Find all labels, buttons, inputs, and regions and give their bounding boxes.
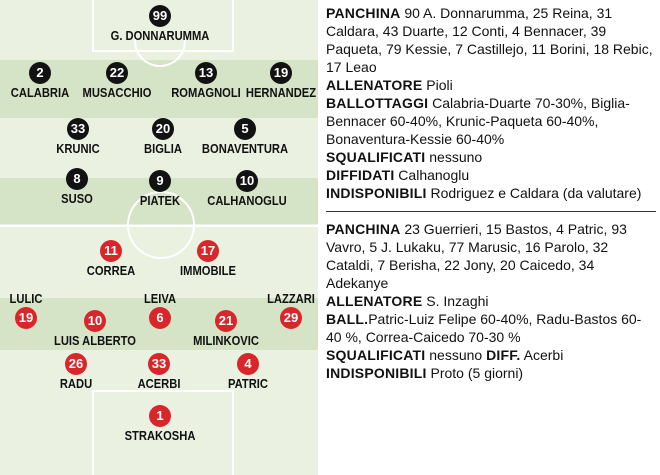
milan-diffidati — [326, 166, 656, 184]
lazio-player-patric — [183, 353, 313, 391]
value: Proto (5 giorni) — [426, 365, 524, 381]
milan-panchina — [326, 4, 656, 76]
shirt-number: 10 — [236, 170, 258, 192]
value: nessuno — [425, 347, 487, 363]
shirt-number: 17 — [197, 240, 219, 262]
lazio-player-milinkovic — [161, 310, 291, 348]
milan-info — [326, 4, 656, 202]
lazio-ballottaggi — [326, 310, 656, 346]
value: Patric-Luiz Felipe 60-40%, Radu-Bastos 60-40 %, Correa-Caicedo 70-30 % — [326, 311, 642, 345]
milan-player-bonaventura — [180, 118, 310, 156]
shirt-number: 13 — [195, 62, 217, 84]
label: PANCHINA — [326, 221, 401, 237]
lazio-player-luis-alberto — [30, 310, 160, 348]
player-name: LULIC — [9, 291, 43, 306]
label: BALL. — [326, 311, 369, 327]
label: ALLENATORE — [326, 293, 423, 309]
info-column — [326, 4, 656, 382]
label: INDISPONIBILI — [326, 365, 427, 381]
player-name: IMMOBILE — [180, 263, 236, 278]
shirt-number: 9 — [149, 170, 171, 192]
shirt-number: 4 — [237, 353, 259, 375]
lazio-indisponibili — [326, 364, 656, 382]
label: BALLOTTAGGI — [326, 95, 429, 111]
lazio-player-strakosha — [95, 405, 225, 443]
value: Rodriguez e Caldara (da valutare) — [426, 185, 642, 201]
value: 90 A. Donnarumma, 25 Reina, 31 Caldara, 43 Duarte, 12 Conti, 4 Bennacer, 39 Paqueta, 79 Kessie, 7 Castillejo, 11 Borini, 18 Rebic, 17 Leao — [326, 5, 653, 75]
milan-player-donnarumma — [95, 5, 225, 43]
lazio-panchina — [326, 220, 656, 292]
shirt-number: 5 — [234, 118, 256, 140]
lazio-player-immobile — [143, 240, 273, 278]
milan-indisponibili — [326, 184, 656, 202]
milan-allenatore — [326, 76, 656, 94]
value: Calabria-Duarte 70-30%, Biglia-Bennacer 60-40%, Krunic-Paqueta 60-40%, Bonaventura-Kessie 60-40% — [326, 95, 630, 147]
player-name: SUSO — [61, 191, 93, 206]
shirt-number: 19 — [15, 307, 37, 329]
player-name: PIATEK — [139, 193, 181, 208]
player-name: RADU — [59, 376, 93, 391]
value: Acerbi — [520, 347, 564, 363]
player-name: ACERBI — [137, 376, 181, 391]
milan-player-calhanoglu — [182, 170, 312, 208]
player-name: MILINKOVIC — [193, 333, 259, 348]
shirt-number: 2 — [29, 62, 51, 84]
player-name: BIGLIA — [144, 141, 182, 156]
label: ALLENATORE — [326, 77, 423, 93]
divider — [326, 211, 656, 212]
label: DIFFIDATI — [326, 167, 395, 183]
shirt-number: 1 — [149, 405, 171, 427]
value: Calhanoglu — [394, 167, 470, 183]
shirt-number: 22 — [106, 62, 128, 84]
lazio-info — [326, 220, 656, 382]
player-name: G. DONNARUMMA — [110, 28, 210, 43]
shirt-number: 6 — [149, 307, 171, 329]
shirt-number: 20 — [152, 118, 174, 140]
value: nessuno — [425, 149, 483, 165]
player-name: MUSACCHIO — [82, 85, 152, 100]
shirt-number: 33 — [148, 353, 170, 375]
lazio-allenatore — [326, 292, 656, 310]
player-name: CALHANOGLU — [207, 193, 287, 208]
value: Pioli — [422, 77, 453, 93]
player-name: PATRIC — [228, 376, 268, 391]
player-name: BONAVENTURA — [201, 141, 289, 156]
shirt-number: 8 — [66, 168, 88, 190]
shirt-number: 26 — [65, 353, 87, 375]
player-name: KRUNIC — [56, 141, 100, 156]
shirt-number: 33 — [67, 118, 89, 140]
player-name: LAZZARI — [267, 291, 315, 306]
player-name: ROMAGNOLI — [171, 85, 241, 100]
shirt-number: 99 — [149, 5, 171, 27]
lazio-squalificati-diffidati — [326, 346, 656, 364]
label: INDISPONIBILI — [326, 185, 427, 201]
label: SQUALIFICATI — [326, 347, 426, 363]
player-name: STRAKOSHA — [124, 428, 196, 443]
shirt-number: 10 — [84, 310, 106, 332]
player-name: CALABRIA — [10, 85, 70, 100]
value: 23 Guerrieri, 15 Bastos, 4 Patric, 93 Vavro, 5 J. Lukaku, 77 Marusic, 16 Parolo, 32 Cataldi, 7 Berisha, 22 Jony, 20 Caicedo, 34 Adekanye — [326, 221, 627, 291]
player-name: HERNANDEZ — [245, 85, 317, 100]
shirt-number: 19 — [270, 62, 292, 84]
shirt-number: 11 — [100, 240, 122, 262]
label: SQUALIFICATI — [326, 149, 426, 165]
player-name: CORREA — [86, 263, 136, 278]
milan-squalificati — [326, 148, 656, 166]
label: DIFF. — [486, 347, 521, 363]
shirt-number: 29 — [280, 307, 302, 329]
player-name: LEIVA — [143, 291, 177, 306]
label: PANCHINA — [326, 5, 401, 21]
milan-ballottaggi — [326, 94, 656, 148]
player-name: LUIS ALBERTO — [54, 333, 136, 348]
shirt-number: 21 — [215, 310, 237, 332]
value: S. Inzaghi — [422, 293, 489, 309]
